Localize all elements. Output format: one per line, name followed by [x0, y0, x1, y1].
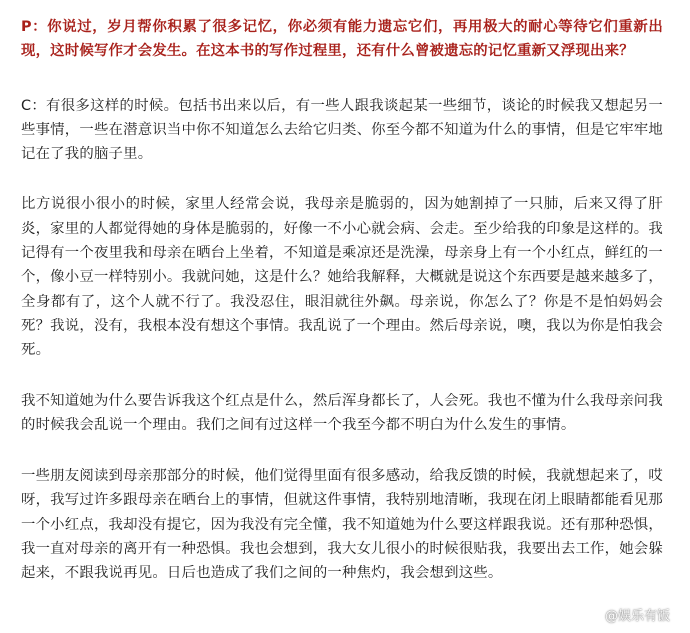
- weibo-logo-icon: [584, 607, 602, 622]
- interview-answer: C：有很多这样的时候。包括书出来以后，有一些人跟我谈起某一些细节，谈论的时候我又想起另一些事情，一些在潜意识当中你不知道怎么去给它归类、你至今都不知道为什么的事情，但是它牢牢地记在了我的脑子里。: [21, 97, 663, 163]
- watermark-text: @娱乐有饭: [604, 609, 670, 624]
- answer-paragraph-2: 比方说很小很小的时候，家里人经常会说，我母亲是脆弱的，因为她割掉了一只肺，后来又得了肝炎，家里的人都觉得她的身体是脆弱的，好像一不小心就会病、会走。至少给我的印象是这样的。我记得有一个夜里我和母亲在晒台上坐着，不知道是乘凉还是洗澡，母亲身上有一个小红点，鲜红的一个，像小豆一样特别小。我就问她，这是什么？她给我解释，大概就是说这个东西要是越来越多了，全身都有了，这个人就不行了。我没忍住，眼泪就往外飙。母亲说，你怎么了？你是不是怕妈妈会死？我说，没有，我根本没有想这个事情。我乱说了一个理由。然后母亲说，噢，我以为你是怕我会死。: [21, 196, 663, 359]
- answer-paragraph-4: 一些朋友阅读到母亲那部分的时候，他们觉得里面有很多感动，给我反馈的时候，我就想起来了，哎呀，我写过许多跟母亲在晒台上的事情，但就这件事情，我特别地清晰，我现在闭上眼睛都能看见那一个小红点，我却没有提它，因为我没有完全懂，我不知道她为什么要这样跟我说。还有那种恐惧，我一直对母亲的离开有一种恐惧。我也会想到，我大女儿很小的时候很贴我，我要出去工作，她会躲起来，不跟我说再见。日后也造成了我们之间的一种焦灼，我会想到这些。: [21, 468, 663, 582]
- interview-question: P：你说过，岁月帮你积累了很多记忆，你必须有能力遗忘它们，再用极大的耐心等待它们重新出现，这时候写作才会发生。在这本书的写作过程里，还有什么曾被遗忘的记忆重新又浮现出来？: [21, 19, 663, 60]
- answer-paragraph-3: 我不知道她为什么要告诉我这个红点是什么，然后浑身都长了，人会死。我也不懂为什么我母亲问我的时候我会乱说一个理由。我们之间有过这样一个我至今都不明白为什么发生的事情。: [21, 392, 663, 433]
- watermark: [584, 605, 670, 624]
